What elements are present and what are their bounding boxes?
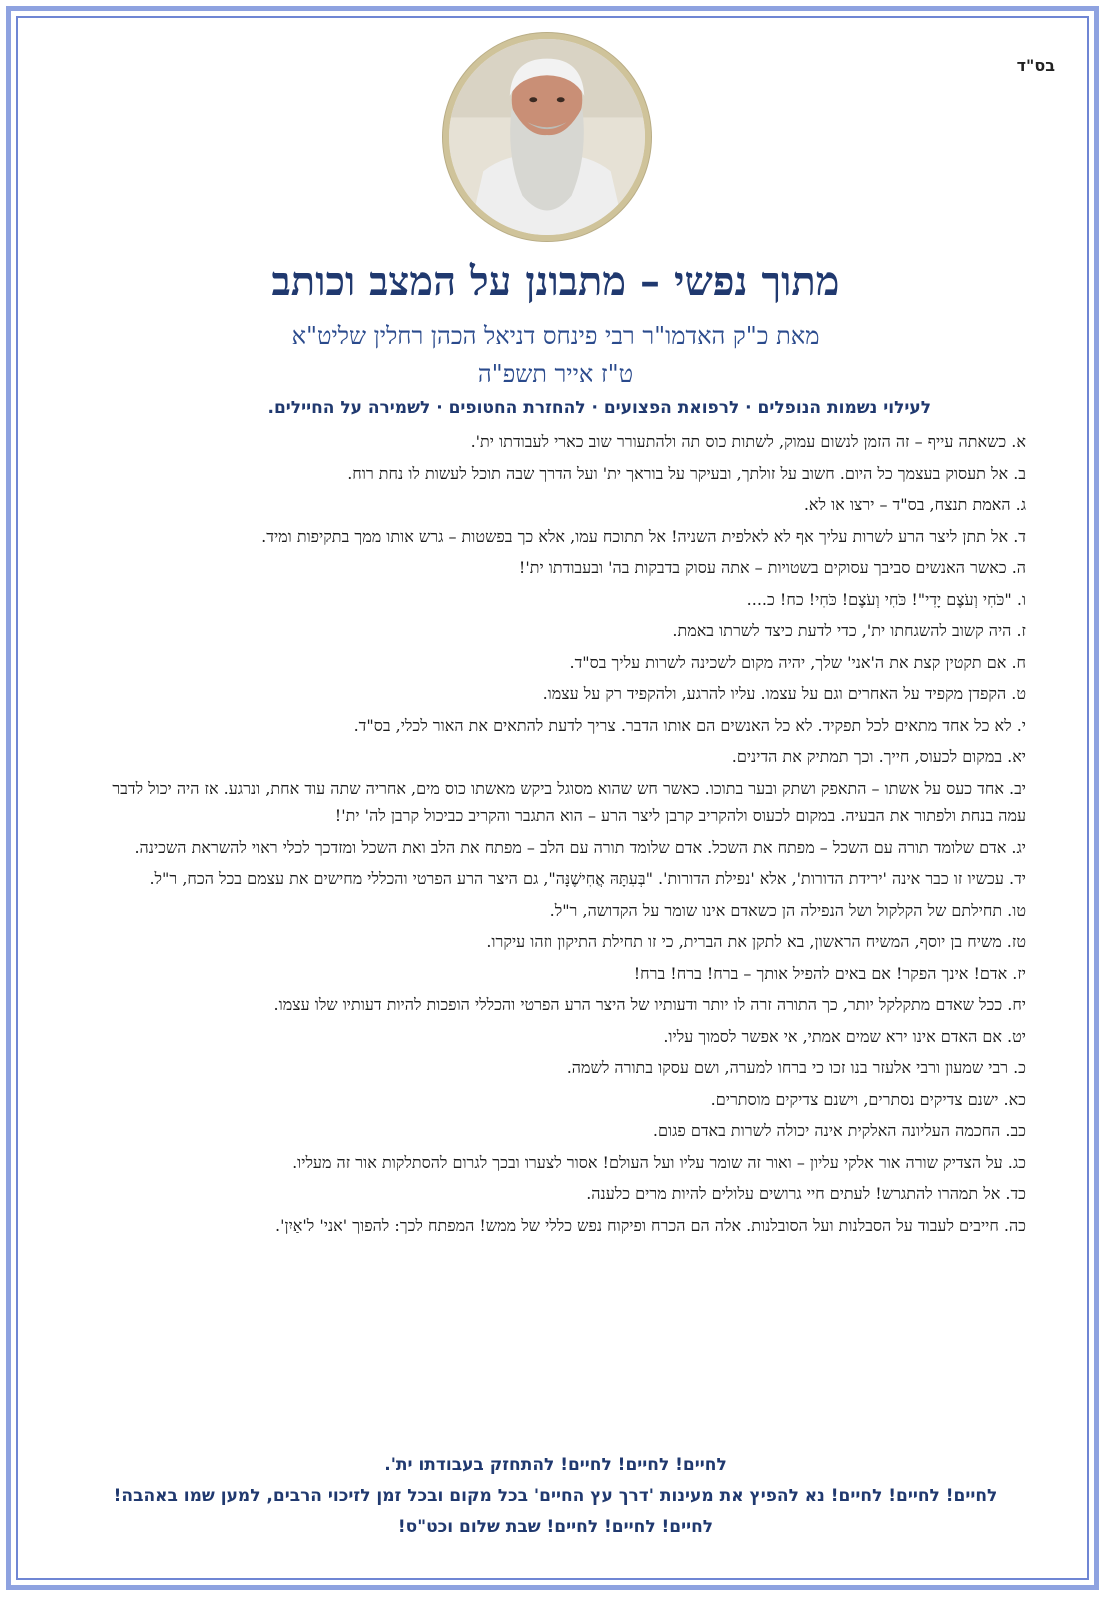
list-item: יד. עכשיו זו כבר אינה 'ירידת הדורות', אלא 'נפילת הדורות'. "בְּעִתָּהּ אֲחִישֶׁנָּה", גם היצר הרע הפרטי והכללי מחישים את עצמם בכל הכח, ר"ל. [149,869,1026,888]
list-item: ז. היה קשוב להשגחתו ית', כדי לדעת כיצד לשרתו באמת. [672,621,1026,640]
list-item: ו. "כֹּחִי וְעֹצֶם יָדִי"! כֹּחִי וְעֹצֶם! כֹּחִי! כח! כ.... [746,589,1026,609]
list-item: יג. אדם שלומד תורה עם השכל – מפתח את השכל. אדם שלומד תורה עם הלב – מפתח את הלב ואת השכל ומזדכך לכלי ראוי להשראת השכינה. [134,837,1026,857]
author-line: מאת כ"ק האדמו"ר רבי פינחס דניאל הכהן רחלין שליט"א [291,322,820,350]
closing-line-3: לחיים! לחיים! לחיים! שבת שלום וכט"ס! [397,1517,714,1537]
list-item: ב. אל תעסוק בעצמך כל היום. חשוב על זולתך, ובעיקר על בוראך ית' ועל הדרך שבה תוכל לעשות לו נחת רוח. [347,463,1026,483]
list-item: טו. תחילתם של הקלקול ושל הנפילה הן כשאדם אינו שומר על הקדושה, ר"ל. [549,900,1026,920]
closing-line-2: לחיים! לחיים! לחיים! נא להפיץ את מעינות 'דרך עץ החיים' בכל מקום ובכל זמן לזיכוי הרבים, למען שמו באהבה! [113,1486,998,1506]
page-title: מתוך נפשי – מתבונן על המצב וכותב [271,258,840,305]
list-item: כג. על הצדיק שורה אור אלקי עליון – ואור זה שומר עליו ועל העולם! אסור לצערו ובכך לגרום להסתלקות אור זה מעליו. [292,1152,1026,1172]
teachings-list [82,428,1026,1243]
list-item: ג. האמת תנצח, בס"ד – ירצו או לא. [803,495,1026,514]
list-item: כא. ישנם צדיקים נסתרים, וישנם צדיקים מוסתרים. [710,1089,1026,1109]
list-item: יב. אחד כעס על אשתו – התאפק ושתק ובער בתוכו. כאשר חש שהוא מסוגל ביקש מאשתו כוס מים, אחריה שתה עוד אחת, ונרגע. אז היה יכול לדבר עמה בנחת ולפתור את הבעיה. במקום לכעוס ולהקריב קרבן ליצר הרע – הוא התגבר והקריב כביכול קרבן לה' ית'! [112,778,1026,825]
rabbi-portrait [443,33,651,241]
bsd-mark: בס"ד [1016,56,1055,75]
portrait-image [449,39,645,235]
date-line: ט"ז אייר תשפ"ה [477,360,634,388]
list-item: יז. אדם! אינך הפקר! אם באים להפיל אותך – ברח! ברח! ברח! [633,963,1026,983]
list-item: ח. אם תקטין קצת את ה'אני' שלך, יהיה מקום לשכינה לשרות עליך בס"ד. [569,652,1026,672]
closing-line-1: לחיים! לחיים! לחיים! להתחזק בעבודתו ית'. [384,1455,727,1475]
list-item: ט. הקפדן מקפיד על האחרים וגם על עצמו. עליו להרגע, ולהקפיד רק על עצמו. [542,684,1026,703]
list-item: כה. חייבים לעבוד על הסבלנות ועל הסובלנות. אלה הם הכרח ופיקוח נפש כללי של ממש! המפתח לכך: להפוך 'אני' ל'אַיִן'. [275,1215,1026,1235]
list-item: כד. אל תמהרו להתגרש! לעתים חיי גרושים עלולים להיות מרים כלענה. [586,1184,1026,1203]
list-item: א. כשאתה עייף – זה הזמן לנשום עמוק, לשתות כוס תה ולהתעורר שוב כארי לעבודתו ית'. [470,432,1026,451]
list-item: כ. רבי שמעון ורבי אלעזר בנו זכו כי ברחו למערה, ושם עסקו בתורה לשמה. [566,1058,1026,1077]
list-item: ה. כאשר האנשים סביבך עסוקים בשטויות – אתה עסוק בדבקות בה' ובעבודתו ית'! [518,558,1026,577]
list-item: כב. החכמה העליונה האלקית אינה יכולה לשרות באדם פגום. [652,1121,1026,1140]
list-item: יא. במקום לכעוס, חייך. וכך תמתיק את הדינים. [731,747,1026,766]
list-item: ד. אל תתן ליצר הרע לשרות עליך אף לא לאלפית השניה! אל תתוכח עמו, אלא כך בפשטות – גרש אותו ממך בתקיפות ומיד. [261,526,1026,546]
list-item: יח. ככל שאדם מתקלקל יותר, כך התורה זרה לו יותר ודעותיו של היצר הרע הפרטי והכללי הופכות להיות דעותיו שלו עצמו. [273,995,1026,1014]
closing-block [50,1450,1061,1543]
dedication-line: לעילוי נשמות הנופלים · לרפואת הפצועים · להחזרת החטופים · לשמירה על החיילים. [267,398,931,418]
list-item: יט. אם האדם אינו ירא שמים אמתי, אי אפשר לסמוך עליו. [663,1026,1026,1046]
list-item: טז. משיח בן יוסף, המשיח הראשון, בא לתקן את הברית, כי זו תחילת התיקון וזהו עיקרו. [486,932,1026,951]
list-item: י. לא כל אחד מתאים לכל תפקיד. לא כל האנשים הם אותו הדבר. צריך לדעת להתאים את האור לכלי, בס"ד. [353,715,1026,735]
